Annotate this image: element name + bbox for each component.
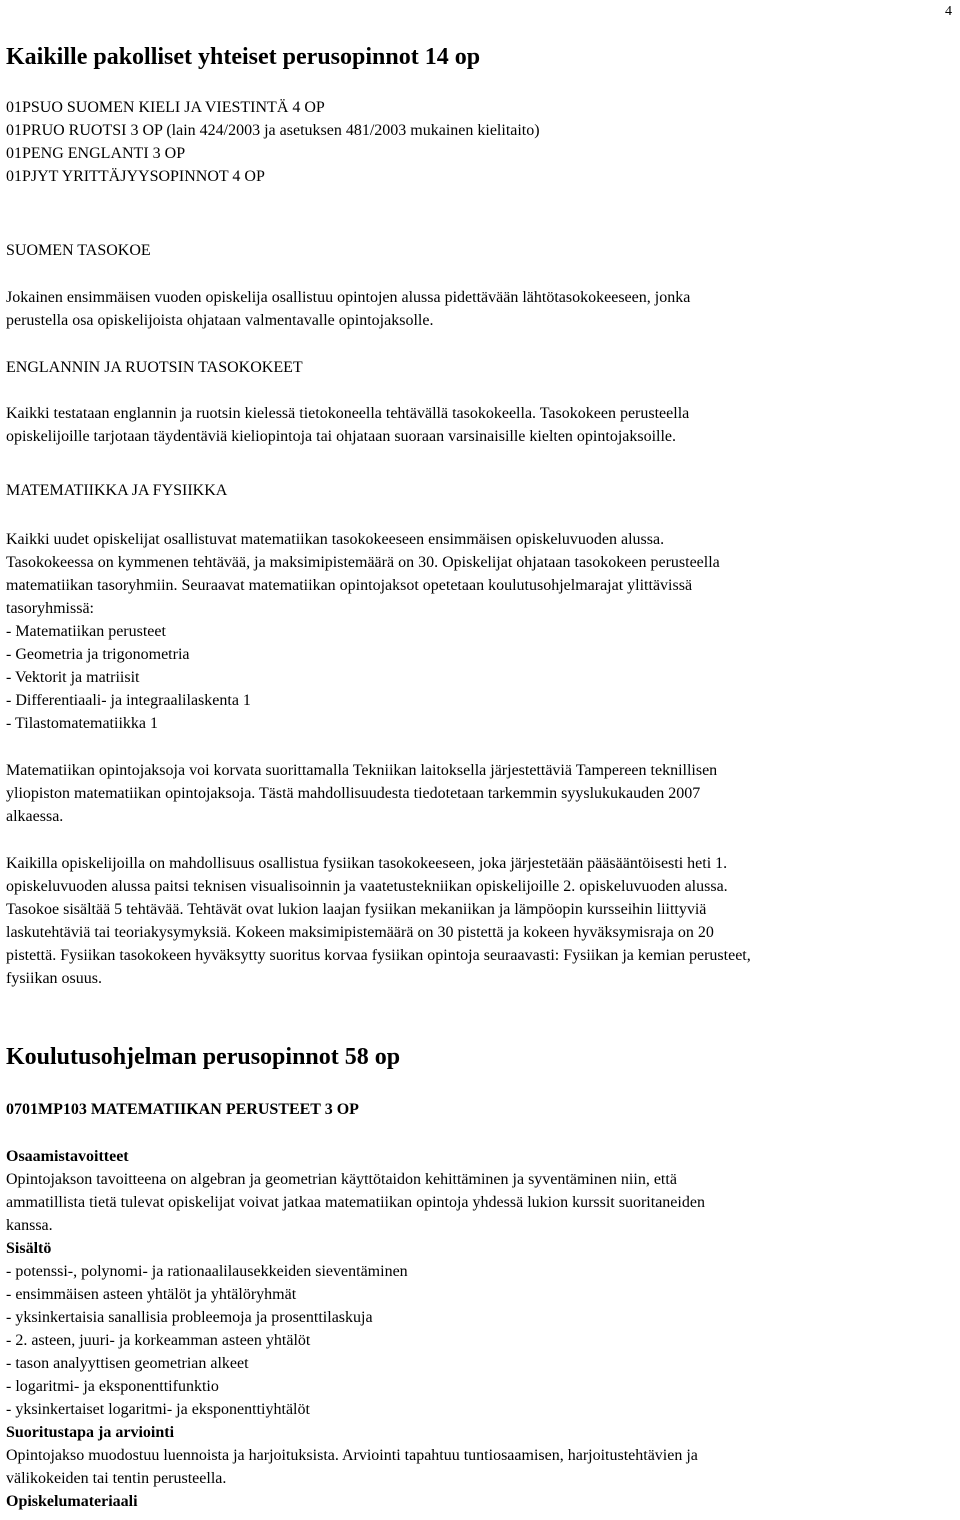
- heading-osaamistavoitteet: Osaamistavoitteet: [6, 1148, 129, 1165]
- text-line: Kaikki testataan englannin ja ruotsin kielessä tietokoneella tehtävällä tasokokeella. Tasokokeen perusteella: [6, 405, 690, 422]
- text-line: alkaessa.: [6, 808, 64, 825]
- text-line: kanssa.: [6, 1217, 53, 1234]
- section-title-koulutusohjelma: Koulutusohjelman perusopinnot 58 op: [6, 1044, 401, 1070]
- course-description: [6, 1145, 705, 1513]
- text-line: Opintojakson tavoitteena on algebran ja geometrian käyttötaidon kehittäminen ja syventäminen niin, että: [6, 1171, 677, 1188]
- list-item: - Differentiaali- ja integraalilaskenta 1: [6, 692, 251, 709]
- heading-opiskelumateriaali: Opiskelumateriaali: [6, 1493, 138, 1510]
- text-line: Kaikilla opiskelijoilla on mahdollisuus osallistua fysiikan tasokokeeseen, joka järjestetään pääsääntöisesti heti 1.: [6, 855, 728, 872]
- course-item: 01PRUO RUOTSI 3 OP (lain 424/2003 ja asetuksen 481/2003 mukainen kielitaito): [6, 122, 540, 139]
- heading-matematiikka-fysiikka: MATEMATIIKKA JA FYSIIKKA: [6, 482, 228, 499]
- text-line: fysiikan osuus.: [6, 970, 102, 987]
- text-line: laskutehtäviä tai teoriakysymyksiä. Kokeen maksimipistemäärä on 30 pistettä ja kokeen hyväksymisraja on 20: [6, 924, 714, 941]
- paragraph-korvaus: [6, 759, 717, 828]
- paragraph-matematiikka: [6, 528, 720, 735]
- page-number: 4: [945, 4, 952, 19]
- list-item: - 2. asteen, juuri- ja korkeamman asteen yhtälöt: [6, 1332, 311, 1349]
- paragraph-englanti: [6, 402, 689, 448]
- heading-englanti-ruotsi: ENGLANNIN JA RUOTSIN TASOKOKEET: [6, 359, 303, 376]
- text-line: perustella osa opiskelijoista ohjataan valmentavalle opintojaksolle.: [6, 312, 434, 329]
- text-line: opiskelijoille tarjotaan täydentäviä kieliopintoja tai ohjataan suoraan varsinaisille kielten opintojaksoille.: [6, 428, 677, 445]
- text-line: välikokeiden tai tentin perusteella.: [6, 1470, 227, 1487]
- text-line: opiskeluvuoden alussa paitsi teknisen visualisoinnin ja vaatetustekniikan opiskelijoille 2. opiskeluvuoden alussa.: [6, 878, 728, 895]
- list-item: - Geometria ja trigonometria: [6, 646, 190, 663]
- list-item: - Tilastomatematiikka 1: [6, 715, 158, 732]
- text-line: yliopiston matematiikan opintojaksoja. Tästä mahdollisuudesta tiedotetaan tarkemmin syyslukukauden 2007: [6, 785, 701, 802]
- paragraph-fysiikka: [6, 852, 751, 990]
- heading-suomen-tasokoe: SUOMEN TASOKOE: [6, 242, 151, 259]
- text-line: Opintojakso muodostuu luennoista ja harjoituksista. Arviointi tapahtuu tuntiosaamisen, harjoitustehtävien ja: [6, 1447, 698, 1464]
- list-item: - Vektorit ja matriisit: [6, 669, 140, 686]
- course-code-heading: 0701MP103 MATEMATIIKAN PERUSTEET 3 OP: [6, 1101, 359, 1118]
- paragraph-suomen: [6, 286, 690, 332]
- course-list: [6, 96, 540, 188]
- text-line: Kaikki uudet opiskelijat osallistuvat matematiikan tasokokeeseen ensimmäisen opiskeluvuoden alussa.: [6, 531, 665, 548]
- section-title-yhteiset: Kaikille pakolliset yhteiset perusopinnot 14 op: [6, 44, 481, 70]
- text-line: tasoryhmissä:: [6, 600, 94, 617]
- list-item: - yksinkertaisia sanallisia probleemoja ja prosenttilaskuja: [6, 1309, 373, 1326]
- list-item: - logaritmi- ja eksponenttifunktio: [6, 1378, 219, 1395]
- course-item: 01PENG ENGLANTI 3 OP: [6, 145, 186, 162]
- list-item: - Matematiikan perusteet: [6, 623, 166, 640]
- text-line: ammatillista tietä tulevat opiskelijat voivat jatkaa matematiikan opintoja yhdessä lukion kurssit suoritaneiden: [6, 1194, 705, 1211]
- text-line: Jokainen ensimmäisen vuoden opiskelija osallistuu opintojen alussa pidettävään lähtötasokokeeseen, jonka: [6, 289, 691, 306]
- list-item: - ensimmäisen asteen yhtälöt ja yhtälöryhmät: [6, 1286, 297, 1303]
- course-item: 01PSUO SUOMEN KIELI JA VIESTINTÄ 4 OP: [6, 99, 325, 116]
- course-item: 01PJYT YRITTÄJYYSOPINNOT 4 OP: [6, 168, 265, 185]
- heading-sisalto: Sisältö: [6, 1240, 52, 1257]
- heading-suoritustapa: Suoritustapa ja arviointi: [6, 1424, 175, 1441]
- text-line: pistettä. Fysiikan tasokokeen hyväksytty suoritus korvaa fysiikan opintoja seuraavasti: Fysiikan ja kemian perusteet,: [6, 947, 751, 964]
- text-line: matematiikan tasoryhmiin. Seuraavat matematiikan opintojaksot opetetaan koulutusohjelmarajat ylittävissä: [6, 577, 693, 594]
- text-line: Tasokokeessa on kymmenen tehtävää, ja maksimipistemäärä on 30. Opiskelijat ohjataan tasokokeen perusteella: [6, 554, 720, 571]
- text-line: Matematiikan opintojaksoja voi korvata suorittamalla Tekniikan laitoksella järjestettäviä Tampereen teknillisen: [6, 762, 718, 779]
- text-line: Tasokoe sisältää 5 tehtävää. Tehtävät ovat lukion laajan fysiikan mekaniikan ja lämpöopin kursseihin liittyviä: [6, 901, 707, 918]
- list-item: - tason analyyttisen geometrian alkeet: [6, 1355, 249, 1372]
- list-item: - potenssi-, polynomi- ja rationaalilausekkeiden sieventäminen: [6, 1263, 408, 1280]
- list-item: - yksinkertaiset logaritmi- ja eksponenttiyhtälöt: [6, 1401, 310, 1418]
